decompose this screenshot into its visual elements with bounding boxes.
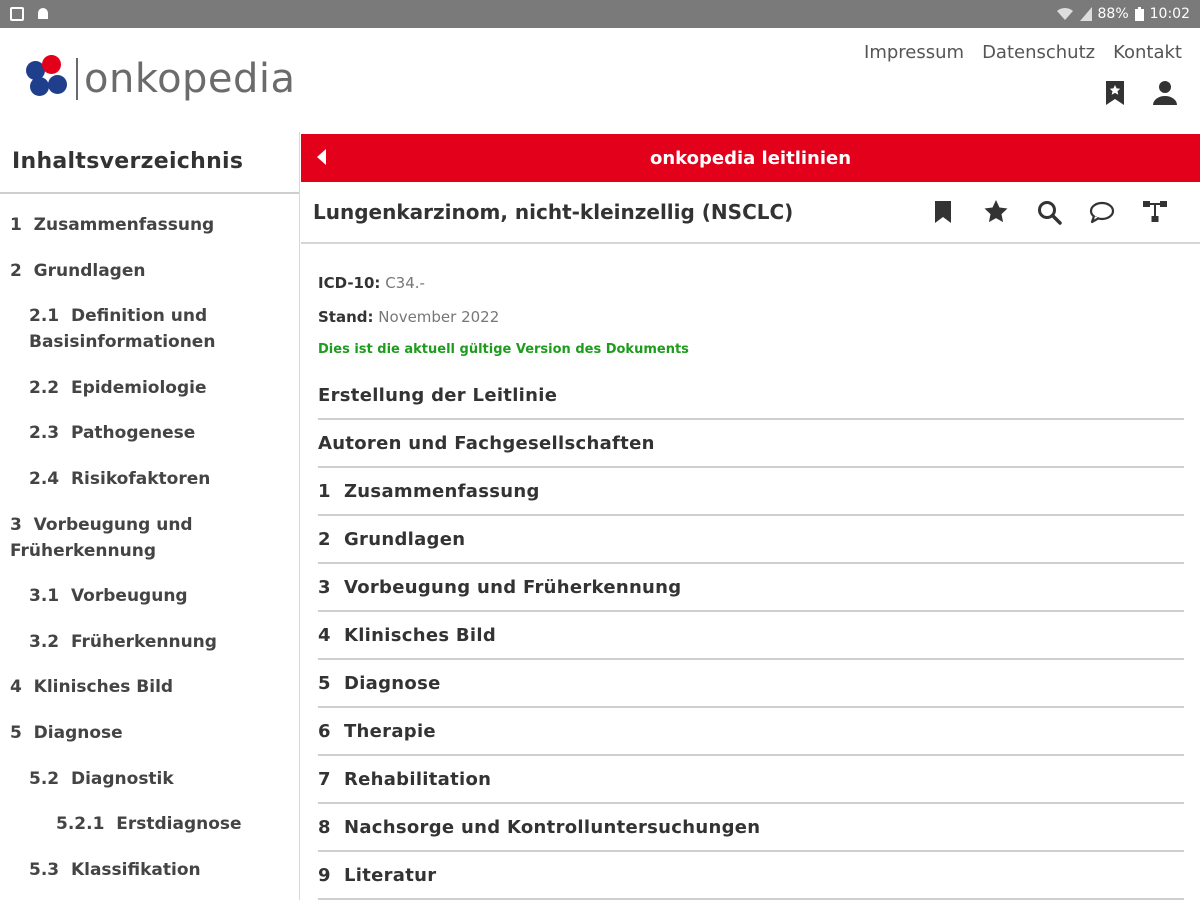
document-section-link[interactable]: 4 Klinisches Bild xyxy=(318,612,1184,660)
logo-text: onkopedia xyxy=(84,56,296,102)
battery-level: 88% xyxy=(1097,6,1129,22)
top-links xyxy=(864,42,1182,63)
bookmarks-icon[interactable] xyxy=(1102,80,1128,106)
document-toolbar xyxy=(930,199,1200,225)
impressum-link[interactable]: Impressum xyxy=(864,42,965,63)
toc-item[interactable]: 2 Grundlagen xyxy=(10,260,146,281)
document-section-link[interactable]: 9 Literatur xyxy=(318,852,1184,900)
gallery-notification-icon xyxy=(10,7,24,21)
document-section-link[interactable]: 7 Rehabilitation xyxy=(318,756,1184,804)
header-icons xyxy=(1102,80,1178,106)
document-section-link[interactable]: 3 Vorbeugung und Früherkennung xyxy=(318,564,1184,612)
banner-label: onkopedia leitlinien xyxy=(649,147,852,169)
document-section-link[interactable]: Erstellung der Leitlinie xyxy=(318,372,1184,420)
icd-row xyxy=(318,274,425,292)
site-header xyxy=(0,28,1200,132)
section-list xyxy=(318,372,1184,900)
bookmark-icon[interactable] xyxy=(930,199,956,225)
toc-item[interactable]: 3.2 Früherkennung xyxy=(29,631,217,652)
search-icon[interactable] xyxy=(1036,199,1062,225)
stand-label: Stand: xyxy=(318,308,374,326)
leitlinien-banner xyxy=(301,134,1200,182)
user-icon[interactable] xyxy=(1152,80,1178,106)
validity-note: Dies ist die aktuell gültige Version des Dokuments xyxy=(318,342,689,357)
toc-item[interactable]: 5.2 Diagnostik xyxy=(29,768,174,789)
logo-mark-icon xyxy=(26,57,70,101)
comment-icon[interactable] xyxy=(1089,199,1115,225)
document-section-link[interactable]: Autoren und Fachgesellschaften xyxy=(318,420,1184,468)
toc-item[interactable]: 2.1 Definition und Basisinformationen xyxy=(29,306,216,353)
document-title: Lungenkarzinom, nicht-kleinzellig (NSCLC) xyxy=(313,200,794,224)
toc-title: Inhaltsverzeichnis xyxy=(0,132,299,194)
document-section-link[interactable]: 1 Zusammenfassung xyxy=(318,468,1184,516)
back-arrow-icon[interactable] xyxy=(317,149,326,165)
datenschutz-link[interactable]: Datenschutz xyxy=(982,42,1096,63)
toc-item[interactable]: 4 Klinisches Bild xyxy=(10,677,174,698)
document-section-link[interactable]: 2 Grundlagen xyxy=(318,516,1184,564)
star-icon[interactable] xyxy=(983,199,1009,225)
toc-item[interactable]: 5.3 Klassifikation xyxy=(29,859,201,880)
logo-divider xyxy=(76,58,78,100)
toc-item[interactable]: 5.2.1 Erstdiagnose xyxy=(56,814,242,835)
toc-item[interactable]: 1 Zusammenfassung xyxy=(10,215,215,235)
toc-item[interactable]: 2.4 Risikofaktoren xyxy=(29,468,211,489)
toc-list xyxy=(0,194,299,893)
toc-sidebar xyxy=(0,132,300,900)
onkopedia-logo[interactable] xyxy=(26,56,296,102)
wifi-icon xyxy=(1056,7,1074,21)
toc-item[interactable]: 5 Diagnose xyxy=(10,722,123,743)
android-notification-icon xyxy=(36,7,50,21)
toc-item[interactable]: 3 Vorbeugung und Früherkennung xyxy=(10,514,199,561)
signal-icon xyxy=(1080,7,1092,21)
toc-item[interactable]: 2.2 Epidemiologie xyxy=(29,377,207,398)
toc-item[interactable]: 3.1 Vorbeugung xyxy=(29,586,188,607)
status-bar xyxy=(0,0,1200,28)
document-header xyxy=(301,182,1200,244)
icd-value: C34.- xyxy=(385,274,425,292)
stand-value: November 2022 xyxy=(378,308,500,326)
icd-label: ICD-10: xyxy=(318,274,381,292)
document-section-link[interactable]: 5 Diagnose xyxy=(318,660,1184,708)
toc-item[interactable]: 2.3 Pathogenese xyxy=(29,423,196,444)
battery-icon xyxy=(1135,7,1144,21)
document-section-link[interactable]: 6 Therapie xyxy=(318,708,1184,756)
stand-row xyxy=(318,308,499,326)
document-section-link[interactable]: 8 Nachsorge und Kontrolluntersuchungen xyxy=(318,804,1184,852)
clock: 10:02 xyxy=(1149,6,1190,22)
kontakt-link[interactable]: Kontakt xyxy=(1113,42,1182,63)
sitemap-icon[interactable] xyxy=(1142,199,1168,225)
